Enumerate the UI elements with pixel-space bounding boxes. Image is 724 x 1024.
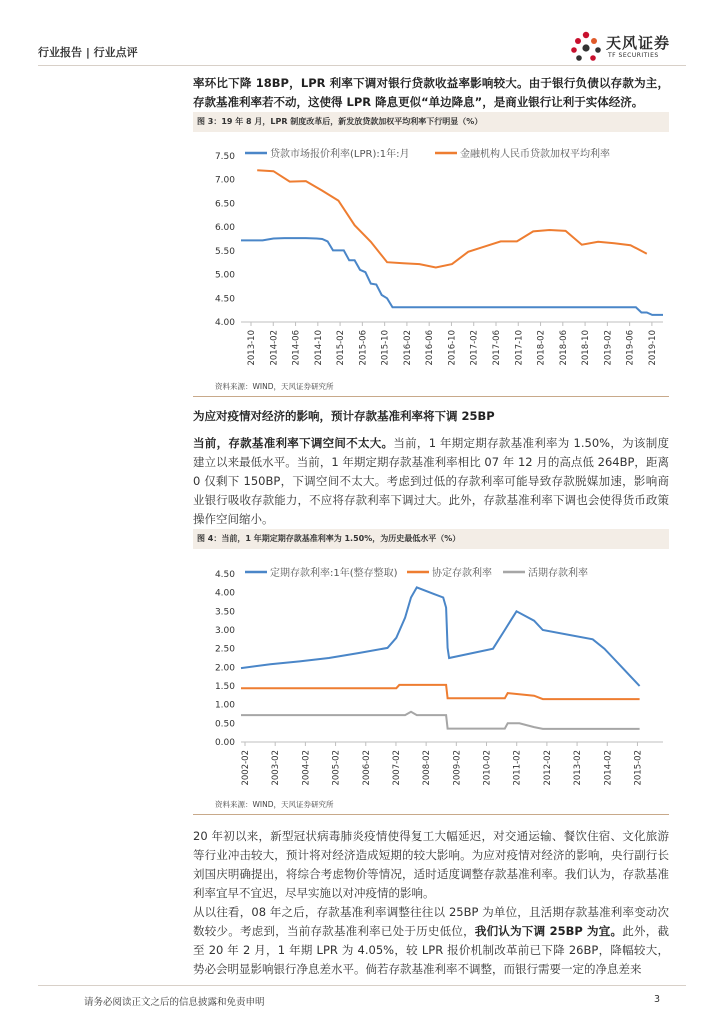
page-number: 3 [654,994,661,1005]
paragraph-deposit-space-body: 当前，1 年期定期存款基准利率为 1.50%，为该制度建立以来最低水平。当前，1 年期定期存款基准利率相比 07 年 12 月的高点低 264BP，距离 0 仅剩下 150BP，下调空间不太大。考虑到过低的存款利率可能导致存款脱媒加速，影响商业银行吸收存款能力，不应将存款利率下调过大。此外，存款基准利率下调也会使得货币政策操作空间缩小。 [193,436,669,526]
x-tick-label: 2016-02 [402,330,413,366]
figure3-source: 资料来源：WIND，天风证券研究所 [215,382,334,391]
paragraph-history [193,903,669,979]
x-tick-label: 2017-10 [514,330,525,366]
x-tick-label: 2015-02 [336,330,347,366]
x-tick-label: 2005-02 [331,750,342,786]
y-tick-label: 4.00 [214,318,235,328]
x-tick-label: 2013-10 [247,330,257,366]
x-tick-label: 2019-06 [625,330,636,366]
y-tick-label: 4.50 [214,294,235,305]
x-tick-label: 2014-02 [269,330,280,366]
section-title: 为应对疫情对经济的影响，预计存款基准利率将下调 25BP [193,409,495,423]
figure3-bottom-rule [193,396,669,397]
x-tick-label: 2003-02 [271,750,282,786]
y-tick-label: 0.50 [214,719,235,730]
x-tick-label: 2017-02 [469,330,480,366]
header-divider [38,65,686,66]
x-tick-label: 2012-02 [542,750,553,786]
x-tick-label: 2002-02 [241,750,251,786]
brand-logo [568,30,688,70]
footer-disclaimer: 请务必阅读正文之后的信息披露和免责申明 [84,997,265,1008]
legend-label-2: 金融机构人民币贷款加权平均利率 [460,149,610,160]
x-tick-label: 2010-02 [482,750,493,786]
logo-name: 天风证券 [606,34,671,52]
x-tick-label: 2016-10 [447,330,458,366]
x-tick-label: 2018-06 [558,330,569,366]
x-tick-label: 2016-06 [425,330,436,366]
y-tick-label: 0.00 [214,738,235,748]
series-line-1 [241,238,663,315]
x-tick-label: 2007-02 [391,750,402,786]
logo-subtitle: TF SECURITIES [608,52,659,59]
legend-label-1: 定期存款利率:1年(整存整取) [270,568,398,579]
x-tick-label: 2004-02 [301,750,312,786]
y-tick-label: 4.00 [214,588,235,599]
footer-divider [38,985,686,986]
x-tick-label: 2017-06 [491,330,502,366]
x-tick-label: 2018-02 [536,330,547,366]
paragraph-lpr-intro-text: 率环比下降 18BP，LPR 利率下调对银行贷款收益率影响较大。由于银行负债以存款为主，存款基准利率若不动，这使得 LPR 降息更似“单边降息”，是商业银行让利于实体经济。 [193,76,669,109]
x-tick-label: 2014-02 [603,750,614,786]
y-tick-label: 1.50 [214,682,235,692]
figure3-chart [193,134,669,374]
series-line-1 [241,587,640,686]
figure4-bottom-rule [193,814,669,815]
series-line-2 [241,685,640,699]
y-tick-label: 2.00 [214,663,235,674]
logo-mark-icon [568,30,604,66]
x-tick-label: 2013-02 [573,750,584,786]
paragraph-deposit-space [193,434,669,529]
y-tick-label: 1.00 [214,700,235,711]
paragraph-history-a: 从以往看，08 年之后，存款基准利率调整往往以 25BP 为单位，且活期存款基准利率变动次数较少。考虑到，当前存款基准利率已处于历史低位， [193,905,669,938]
y-tick-label: 5.50 [214,246,235,257]
y-tick-label: 3.00 [214,626,235,636]
figure4-chart [193,552,669,792]
x-tick-label: 2019-10 [647,330,658,366]
x-tick-label: 2008-02 [422,750,433,786]
legend-label-3: 活期存款利率 [528,568,588,579]
y-tick-label: 4.50 [214,570,235,580]
y-tick-label: 5.00 [214,270,235,281]
figure3-caption: 图 3：19 年 8 月，LPR 制度改革后，新发放贷款加权平均利率下行明显（%） [193,112,669,132]
series-line-2 [257,170,647,267]
y-tick-label: 3.50 [214,607,235,618]
x-tick-label: 2015-02 [633,750,644,786]
x-tick-label: 2009-02 [452,750,463,786]
legend-label-1: 贷款市场报价利率(LPR):1年:月 [270,149,410,160]
figure4-caption: 图 4：当前，1 年期定期存款基准利率为 1.50%，为历史最低水平（%） [193,529,669,549]
x-tick-label: 2014-06 [291,330,302,366]
x-tick-label: 2015-10 [380,330,391,366]
paragraph-lpr-intro [193,74,669,112]
y-tick-label: 2.50 [214,644,235,655]
paragraph-history-b: 此外，截至 20 年 2 月，1 年期 LPR 为 4.05%，较 LPR 报价机制改革前已下降 26BP，降幅较大，势必会明显影响银行净息差水平。倘若存款基准利率不调整，而银行需要一定的净息差来 [193,924,669,976]
figure4-source: 资料来源：WIND，天风证券研究所 [215,800,334,809]
x-tick-label: 2019-02 [603,330,614,366]
paragraph-history-bold: 我们认为下调 25BP 为宜。 [474,924,623,938]
x-tick-label: 2011-02 [512,750,523,786]
paragraph-deposit-space-lead: 当前，存款基准利率下调空间不太大。 [193,436,394,450]
report-category: 行业报告 | 行业点评 [38,46,138,59]
x-tick-label: 2015-06 [358,330,369,366]
series-line-3 [241,712,640,729]
x-tick-label: 2018-10 [581,330,592,366]
y-tick-label: 7.00 [214,175,235,186]
y-tick-label: 7.50 [214,152,235,162]
y-tick-label: 6.00 [214,223,235,234]
legend-label-2: 协定存款利率 [432,568,492,579]
paragraph-epidemic: 20 年初以来，新型冠状病毒肺炎疫情使得复工大幅延迟，对交通运输、餐饮住宿、文化旅游等行业冲击较大，预计将对经济造成短期的较大影响。为应对疫情对经济的影响，央行副行长刘国庆明确提出，将综合考虑物价等情况，适时适度调整存款基准利率。我们认为，存款基准利率宜早不宜迟，尽早实施以对冲疫情的影响。 [193,829,669,900]
x-tick-label: 2006-02 [361,750,372,786]
x-tick-label: 2014-10 [313,330,324,366]
y-tick-label: 6.50 [214,199,235,210]
